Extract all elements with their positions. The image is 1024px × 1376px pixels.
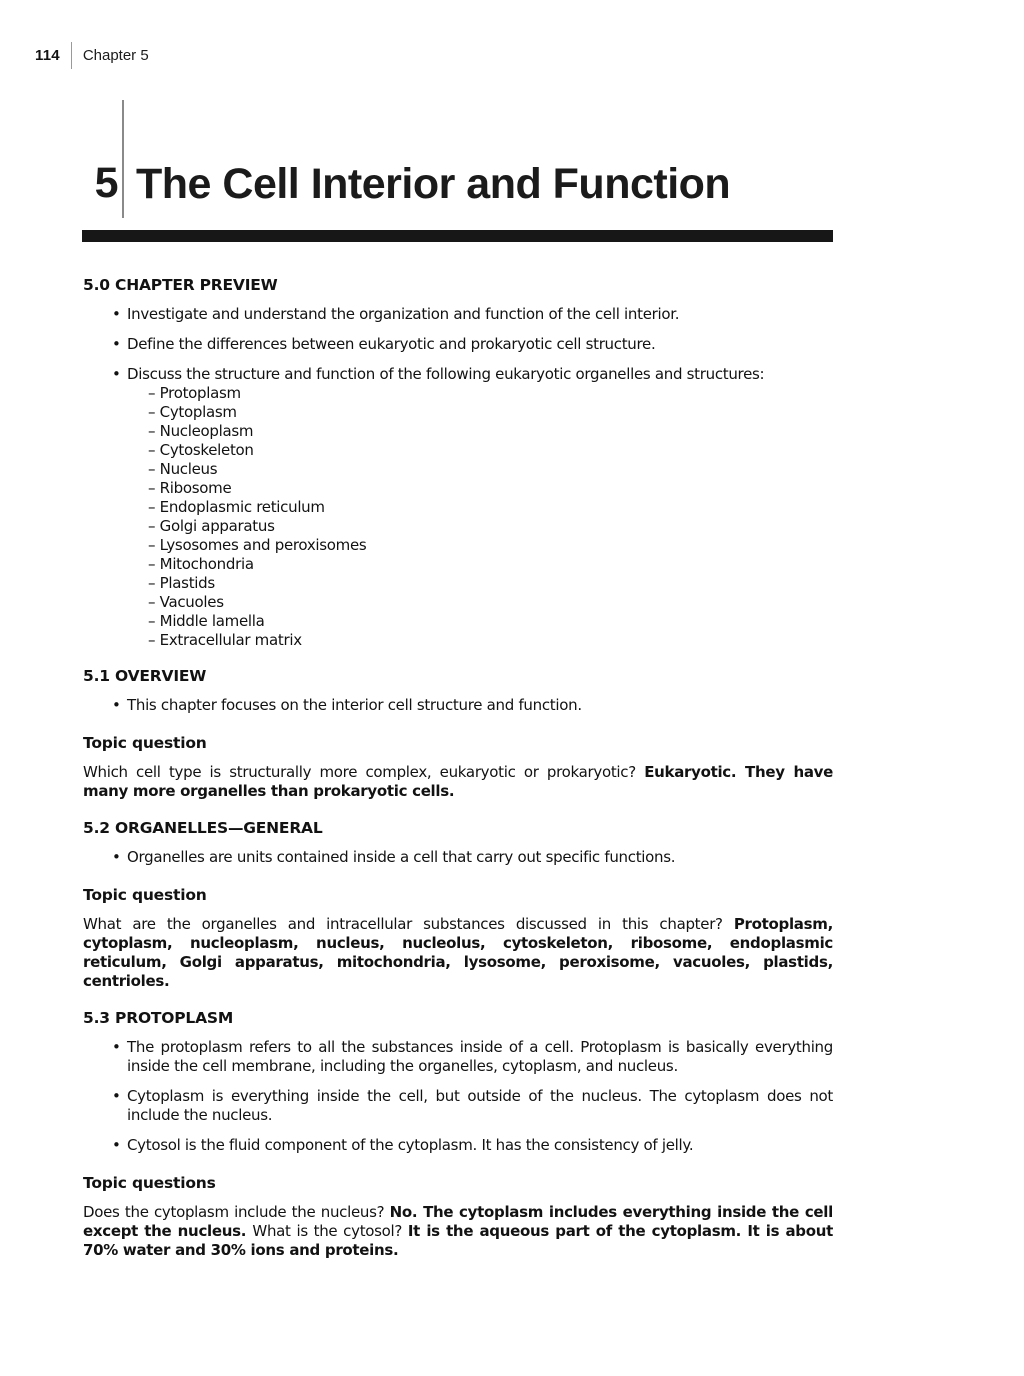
bullet-item: • Investigate and understand the organization and function of the cell interior. (127, 305, 833, 324)
organelle-list-item: – Protoplasm (148, 384, 833, 403)
organelle-list-item: – Nucleoplasm (148, 422, 833, 441)
bullet-item (127, 365, 833, 650)
topic-question-heading: Topic question (83, 734, 207, 752)
organelle-list-item: – Middle lamella (148, 612, 833, 631)
bullet-item: • Cytoplasm is everything inside the cell, but outside of the nucleus. The cytoplasm does not include the nucleus. (127, 1087, 833, 1125)
running-header (35, 42, 149, 69)
organelle-list-item: – Golgi apparatus (148, 517, 833, 536)
topic-question-paragraph: Does the cytoplasm include the nucleus? No. The cytoplasm includes everything inside the cell except the nucleus. What is the cytosol? It is the aqueous part of the cytoplasm. It is about 70% water and 30% ions and proteins. (83, 1203, 833, 1259)
chapter-label: Chapter 5 (82, 47, 149, 64)
organelle-list-item: – Endoplasmic reticulum (148, 498, 833, 517)
organelle-list-item: – Ribosome (148, 479, 833, 498)
organelle-list-item: – Extracellular matrix (148, 631, 833, 650)
bullet-item: • Cytosol is the fluid component of the cytoplasm. It has the consistency of jelly. (127, 1136, 833, 1155)
organelle-list-item: – Mitochondria (148, 555, 833, 574)
organelle-list-item: – Lysosomes and peroxisomes (148, 536, 833, 555)
section-heading-protoplasm: 5.3 PROTOPLASM (83, 1009, 234, 1027)
organelle-list-item: – Cytoskeleton (148, 441, 833, 460)
topic-question-heading: Topic questions (83, 1174, 216, 1192)
bullet-item: • Organelles are units contained inside a cell that carry out specific functions. (127, 848, 833, 867)
preview-bullet-list (83, 305, 833, 650)
section-heading-preview: 5.0 CHAPTER PREVIEW (83, 276, 278, 294)
page-content (83, 276, 833, 1278)
bullet-item: • Define the differences between eukaryotic and prokaryotic cell structure. (127, 335, 833, 354)
chapter-number: 5 (94, 159, 118, 207)
header-divider (71, 42, 72, 69)
topic-question-block (83, 1174, 833, 1260)
organelle-list-item: – Vacuoles (148, 593, 833, 612)
chapter-title: The Cell Interior and Function (136, 160, 731, 208)
organelle-list-item: – Cytoplasm (148, 403, 833, 422)
section-heading-overview: 5.1 OVERVIEW (83, 667, 207, 685)
organelle-list-item: – Plastids (148, 574, 833, 593)
organelle-list (127, 384, 833, 650)
chapter-title-bar (82, 230, 833, 242)
bullet-item: • This chapter focuses on the interior cell structure and function. (127, 696, 833, 715)
topic-question-heading: Topic question (83, 886, 207, 904)
chapter-title-rule (122, 100, 124, 218)
organelle-list-item: – Nucleus (148, 460, 833, 479)
overview-bullet-list (83, 696, 833, 715)
bullet-item: • The protoplasm refers to all the substances inside of a cell. Protoplasm is basically everything inside the cell membrane, including the organelles, cytoplasm, and nucleus. (127, 1038, 833, 1076)
section-heading-organelles-general: 5.2 ORGANELLES—GENERAL (83, 819, 323, 837)
protoplasm-bullet-list (83, 1038, 833, 1155)
topic-question-paragraph: Which cell type is structurally more complex, eukaryotic or prokaryotic? Eukaryotic. They have many more organelles than prokaryotic cells. (83, 763, 833, 800)
organelles-general-bullet-list (83, 848, 833, 867)
bullet-text: Discuss the structure and function of the following eukaryotic organelles and structures: (127, 365, 765, 383)
topic-question-paragraph: What are the organelles and intracellular substances discussed in this chapter? Protoplasm, cytoplasm, nucleoplasm, nucleus, nucleolus, cytoskeleton, ribosome, endoplasmic reticulum, Golgi apparatus, mitochondria, lysosome, peroxisome, vacuoles, plastids, centrioles. (83, 915, 833, 990)
topic-question-block (83, 886, 833, 991)
topic-question-block (83, 734, 833, 801)
page-number: 114 (35, 47, 60, 64)
